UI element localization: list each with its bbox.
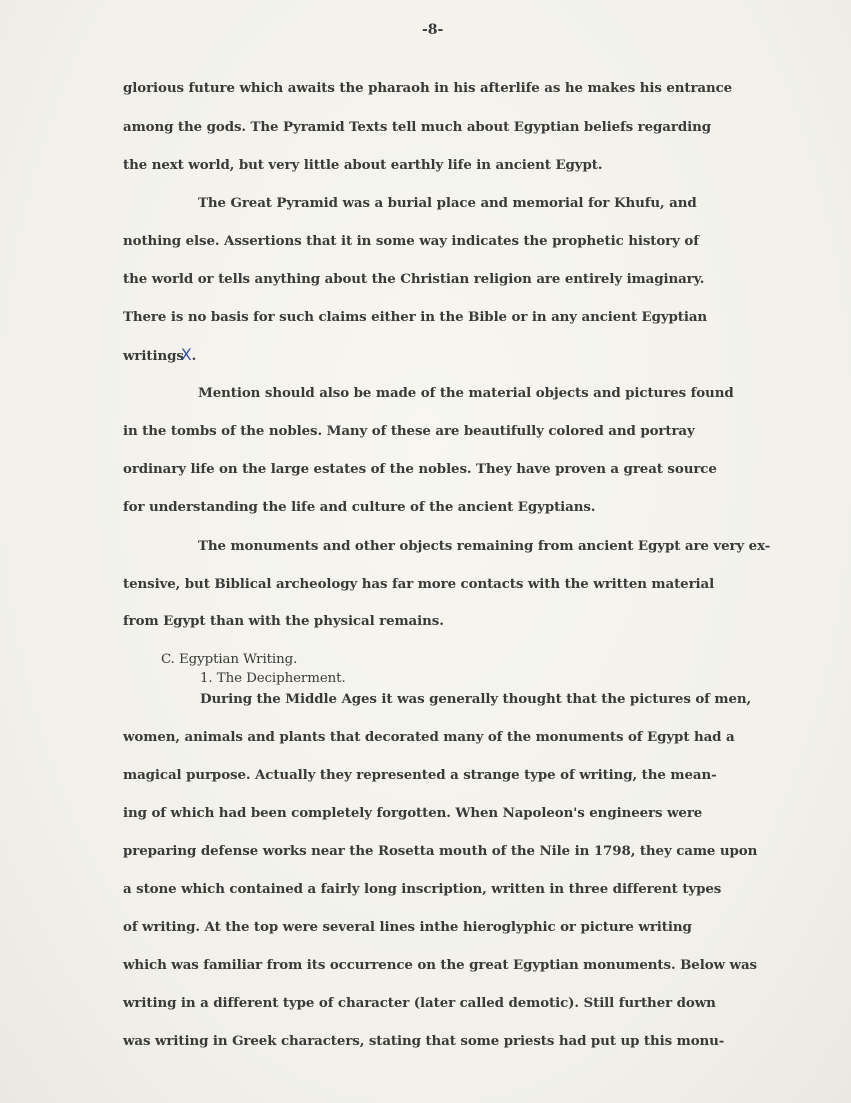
text-line: was writing in Greek characters, stating that some priests had put up this monu- [123, 1033, 725, 1049]
text-line: the world or tells anything about the Christian religion are entirely imaginary. [123, 271, 705, 287]
text-line: During the Middle Ages it was generally thought that the pictures of men, [200, 691, 752, 707]
text-line: in the tombs of the nobles. Many of these are beautifully colored and portray [123, 423, 695, 439]
text-fragment: . [191, 348, 197, 364]
text-line [123, 347, 196, 364]
text-line: preparing defense works near the Rosetta mouth of the Nile in 1798, they came upon [123, 843, 758, 859]
text-line: magical purpose. Actually they represented a strange type of writing, the mean- [123, 767, 717, 783]
text-line: from Egypt than with the physical remains. [123, 613, 444, 629]
subsection-heading: 1. The Decipherment. [200, 671, 346, 686]
text-line: nothing else. Assertions that it in some way indicates the prophetic history of [123, 233, 699, 249]
text-line: ordinary life on the large estates of the nobles. They have proven a great source [123, 461, 717, 477]
text-fragment: writings [123, 348, 184, 364]
page-number: -8- [422, 22, 444, 38]
text-line: Mention should also be made of the material objects and pictures found [198, 385, 734, 401]
text-line: tensive, but Biblical archeology has far more contacts with the written material [123, 576, 715, 592]
text-line: among the gods. The Pyramid Texts tell much about Egyptian beliefs regarding [123, 119, 711, 135]
text-line: which was familiar from its occurrence on the great Egyptian monuments. Below was [123, 957, 757, 973]
text-line: There is no basis for such claims either in the Bible or in any ancient Egyptian [123, 309, 708, 325]
text-line: a stone which contained a fairly long inscription, written in three different types [123, 881, 722, 897]
text-line: The monuments and other objects remaining from ancient Egypt are very ex- [198, 538, 771, 554]
text-line: for understanding the life and culture of the ancient Egyptians. [123, 499, 596, 515]
text-line: The Great Pyramid was a burial place and memorial for Khufu, and [198, 195, 697, 211]
handwritten-correction-mark: X [180, 345, 192, 364]
text-line: women, animals and plants that decorated many of the monuments of Egypt had a [123, 729, 735, 745]
text-line: the next world, but very little about earthly life in ancient Egypt. [123, 157, 603, 173]
text-line: glorious future which awaits the pharaoh in his afterlife as he makes his entrance [123, 80, 733, 96]
text-line: ing of which had been completely forgotten. When Napoleon's engineers were [123, 805, 703, 821]
section-heading: C. Egyptian Writing. [161, 652, 298, 667]
text-line: writing in a different type of character (later called demotic). Still further down [123, 995, 716, 1011]
text-line: of writing. At the top were several lines inthe hieroglyphic or picture writing [123, 919, 692, 935]
